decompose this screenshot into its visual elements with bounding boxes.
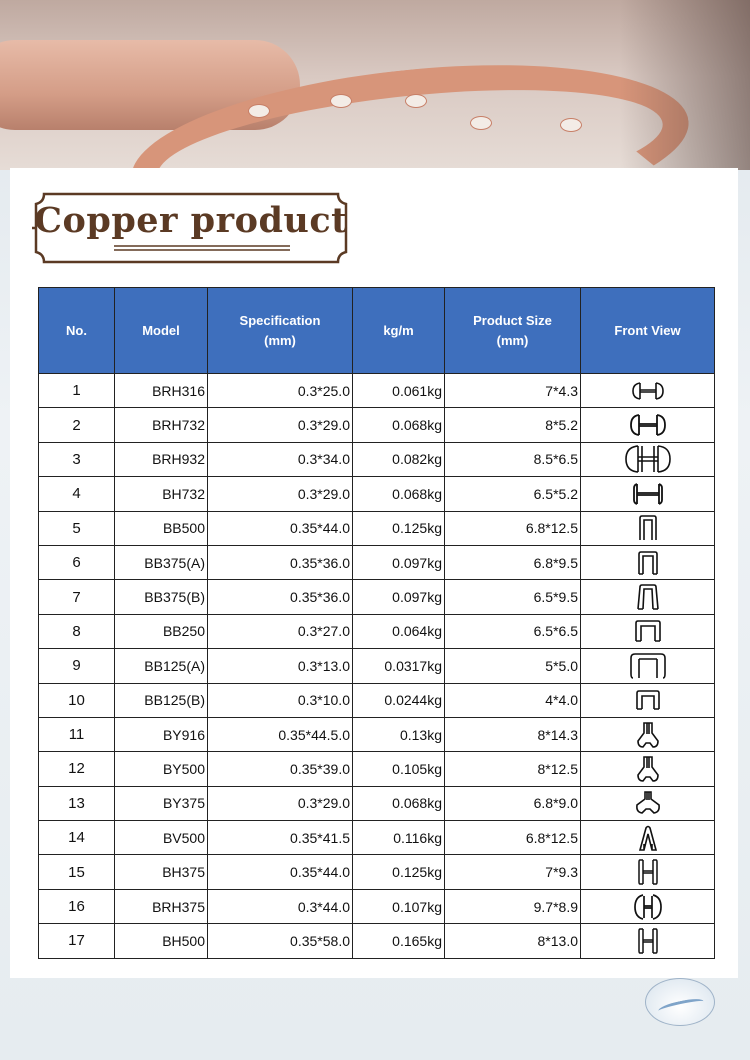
by-icon xyxy=(636,755,660,783)
cell-no: 17 xyxy=(39,924,115,958)
cell-kgm: 0.0317kg xyxy=(353,649,445,683)
cell-model: BRH732 xyxy=(115,408,208,442)
bb-open-icon xyxy=(629,652,667,680)
bb-tall-icon xyxy=(638,514,658,542)
cell-front-view xyxy=(581,442,715,476)
strip-hole xyxy=(405,94,427,108)
strip-hole xyxy=(560,118,582,132)
cell-kgm: 0.061kg xyxy=(353,374,445,408)
cell-product-size: 9.7*8.9 xyxy=(445,889,581,923)
cell-specification: 0.3*10.0 xyxy=(208,683,353,717)
cell-kgm: 0.165kg xyxy=(353,924,445,958)
bb-square-icon xyxy=(634,619,662,643)
cell-no: 15 xyxy=(39,855,115,889)
bb-small-icon xyxy=(635,689,661,711)
bh-tall-icon xyxy=(637,858,659,886)
table-row xyxy=(39,580,715,614)
cell-specification: 0.35*58.0 xyxy=(208,924,353,958)
cell-product-size: 6.8*12.5 xyxy=(445,821,581,855)
header-size-line2: (mm) xyxy=(496,332,529,348)
cell-product-size: 8*12.5 xyxy=(445,752,581,786)
cell-specification: 0.35*36.0 xyxy=(208,545,353,579)
cell-front-view xyxy=(581,545,715,579)
cell-model: BRH932 xyxy=(115,442,208,476)
cell-no: 8 xyxy=(39,614,115,648)
cell-model: BH375 xyxy=(115,855,208,889)
header-model: Model xyxy=(115,288,208,374)
cell-model: BB375(B) xyxy=(115,580,208,614)
cell-kgm: 0.068kg xyxy=(353,477,445,511)
cell-specification: 0.3*25.0 xyxy=(208,374,353,408)
cell-product-size: 6.8*9.0 xyxy=(445,786,581,820)
cell-product-size: 5*5.0 xyxy=(445,649,581,683)
table-header-row xyxy=(39,288,715,374)
logo-swoosh xyxy=(657,996,704,1015)
bh-wide-icon xyxy=(632,482,664,506)
table-row xyxy=(39,545,715,579)
brand-logo xyxy=(645,978,715,1026)
cell-kgm: 0.125kg xyxy=(353,511,445,545)
cell-kgm: 0.125kg xyxy=(353,855,445,889)
cell-front-view xyxy=(581,580,715,614)
cell-no: 1 xyxy=(39,374,115,408)
cell-no: 12 xyxy=(39,752,115,786)
cell-kgm: 0.105kg xyxy=(353,752,445,786)
cell-front-view xyxy=(581,924,715,958)
cell-no: 11 xyxy=(39,717,115,751)
header-specification xyxy=(208,288,353,374)
brh-round-icon xyxy=(633,893,663,921)
header-no: No. xyxy=(39,288,115,374)
cell-product-size: 6.8*12.5 xyxy=(445,511,581,545)
cell-kgm: 0.082kg xyxy=(353,442,445,476)
cell-kgm: 0.068kg xyxy=(353,408,445,442)
table-row xyxy=(39,408,715,442)
product-table xyxy=(38,287,715,959)
cell-front-view xyxy=(581,649,715,683)
cell-specification: 0.3*44.0 xyxy=(208,889,353,923)
title-banner xyxy=(32,190,350,260)
strip-hole xyxy=(470,116,492,130)
bb-icon xyxy=(637,550,659,576)
brh-large-icon xyxy=(624,444,672,474)
cell-kgm: 0.064kg xyxy=(353,614,445,648)
cell-kgm: 0.116kg xyxy=(353,821,445,855)
cell-model: BB375(A) xyxy=(115,545,208,579)
cell-model: BRH316 xyxy=(115,374,208,408)
table-row xyxy=(39,511,715,545)
cell-product-size: 7*9.3 xyxy=(445,855,581,889)
table-row xyxy=(39,924,715,958)
table-row xyxy=(39,683,715,717)
header-kgm: kg/m xyxy=(353,288,445,374)
cell-specification: 0.3*29.0 xyxy=(208,408,353,442)
header-front-view: Front View xyxy=(581,288,715,374)
cell-product-size: 6.5*5.2 xyxy=(445,477,581,511)
table-row xyxy=(39,855,715,889)
cell-front-view xyxy=(581,374,715,408)
cell-front-view xyxy=(581,752,715,786)
cell-specification: 0.35*36.0 xyxy=(208,580,353,614)
strip-hole xyxy=(330,94,352,108)
cell-product-size: 6.5*9.5 xyxy=(445,580,581,614)
cell-product-size: 6.5*6.5 xyxy=(445,614,581,648)
table-row xyxy=(39,717,715,751)
cell-front-view xyxy=(581,889,715,923)
table-row xyxy=(39,477,715,511)
bh-tall-icon xyxy=(637,927,659,955)
cell-product-size: 8*5.2 xyxy=(445,408,581,442)
cell-no: 13 xyxy=(39,786,115,820)
cell-front-view xyxy=(581,717,715,751)
cell-no: 2 xyxy=(39,408,115,442)
cell-kgm: 0.097kg xyxy=(353,580,445,614)
cell-no: 4 xyxy=(39,477,115,511)
cell-model: BY500 xyxy=(115,752,208,786)
cell-front-view xyxy=(581,614,715,648)
cell-no: 16 xyxy=(39,889,115,923)
strip-hole xyxy=(248,104,270,118)
cell-no: 5 xyxy=(39,511,115,545)
bv-icon xyxy=(638,824,658,852)
cell-model: BB125(B) xyxy=(115,683,208,717)
cell-specification: 0.35*39.0 xyxy=(208,752,353,786)
cell-model: BB250 xyxy=(115,614,208,648)
cell-kgm: 0.097kg xyxy=(353,545,445,579)
cell-product-size: 6.8*9.5 xyxy=(445,545,581,579)
header-spec-line1: Specification xyxy=(239,312,321,328)
cell-specification: 0.35*44.0 xyxy=(208,855,353,889)
cell-model: BRH375 xyxy=(115,889,208,923)
header-spec-line2: (mm) xyxy=(264,332,296,348)
cell-model: BH732 xyxy=(115,477,208,511)
product-card xyxy=(10,168,738,978)
brh-small-icon xyxy=(631,380,665,402)
cell-no: 9 xyxy=(39,649,115,683)
cell-model: BH500 xyxy=(115,924,208,958)
by-icon xyxy=(636,721,660,749)
cell-no: 3 xyxy=(39,442,115,476)
page-title: Copper product xyxy=(34,200,348,241)
photo-shade xyxy=(620,0,750,170)
table-row xyxy=(39,374,715,408)
cell-kgm: 0.068kg xyxy=(353,786,445,820)
cell-specification: 0.3*34.0 xyxy=(208,442,353,476)
cell-no: 10 xyxy=(39,683,115,717)
cell-front-view xyxy=(581,855,715,889)
header-size-line1: Product Size xyxy=(473,312,552,328)
cell-specification: 0.3*29.0 xyxy=(208,786,353,820)
bb-flared-icon xyxy=(636,583,660,611)
table-row xyxy=(39,614,715,648)
cell-no: 14 xyxy=(39,821,115,855)
cell-front-view xyxy=(581,477,715,511)
table-row xyxy=(39,821,715,855)
cell-front-view xyxy=(581,786,715,820)
cell-product-size: 4*4.0 xyxy=(445,683,581,717)
cell-specification: 0.35*44.5.0 xyxy=(208,717,353,751)
cell-kgm: 0.107kg xyxy=(353,889,445,923)
cell-front-view xyxy=(581,821,715,855)
cell-no: 7 xyxy=(39,580,115,614)
cell-model: BV500 xyxy=(115,821,208,855)
by-wide-icon xyxy=(634,790,662,816)
cell-product-size: 7*4.3 xyxy=(445,374,581,408)
table-row xyxy=(39,752,715,786)
cell-front-view xyxy=(581,511,715,545)
table-row xyxy=(39,649,715,683)
cell-kgm: 0.13kg xyxy=(353,717,445,751)
cell-product-size: 8.5*6.5 xyxy=(445,442,581,476)
brh-medium-icon xyxy=(629,413,667,437)
cell-model: BY375 xyxy=(115,786,208,820)
cell-model: BB500 xyxy=(115,511,208,545)
cell-product-size: 8*14.3 xyxy=(445,717,581,751)
cell-specification: 0.35*44.0 xyxy=(208,511,353,545)
cell-no: 6 xyxy=(39,545,115,579)
cell-specification: 0.3*13.0 xyxy=(208,649,353,683)
cell-specification: 0.35*41.5 xyxy=(208,821,353,855)
cell-model: BY916 xyxy=(115,717,208,751)
cell-product-size: 8*13.0 xyxy=(445,924,581,958)
cell-front-view xyxy=(581,408,715,442)
cell-specification: 0.3*29.0 xyxy=(208,477,353,511)
header-photo xyxy=(0,0,750,170)
cell-kgm: 0.0244kg xyxy=(353,683,445,717)
table-row xyxy=(39,786,715,820)
cell-front-view xyxy=(581,683,715,717)
product-table-wrap xyxy=(38,287,715,959)
cell-model: BB125(A) xyxy=(115,649,208,683)
table-row xyxy=(39,442,715,476)
header-product-size xyxy=(445,288,581,374)
cell-specification: 0.3*27.0 xyxy=(208,614,353,648)
table-row xyxy=(39,889,715,923)
